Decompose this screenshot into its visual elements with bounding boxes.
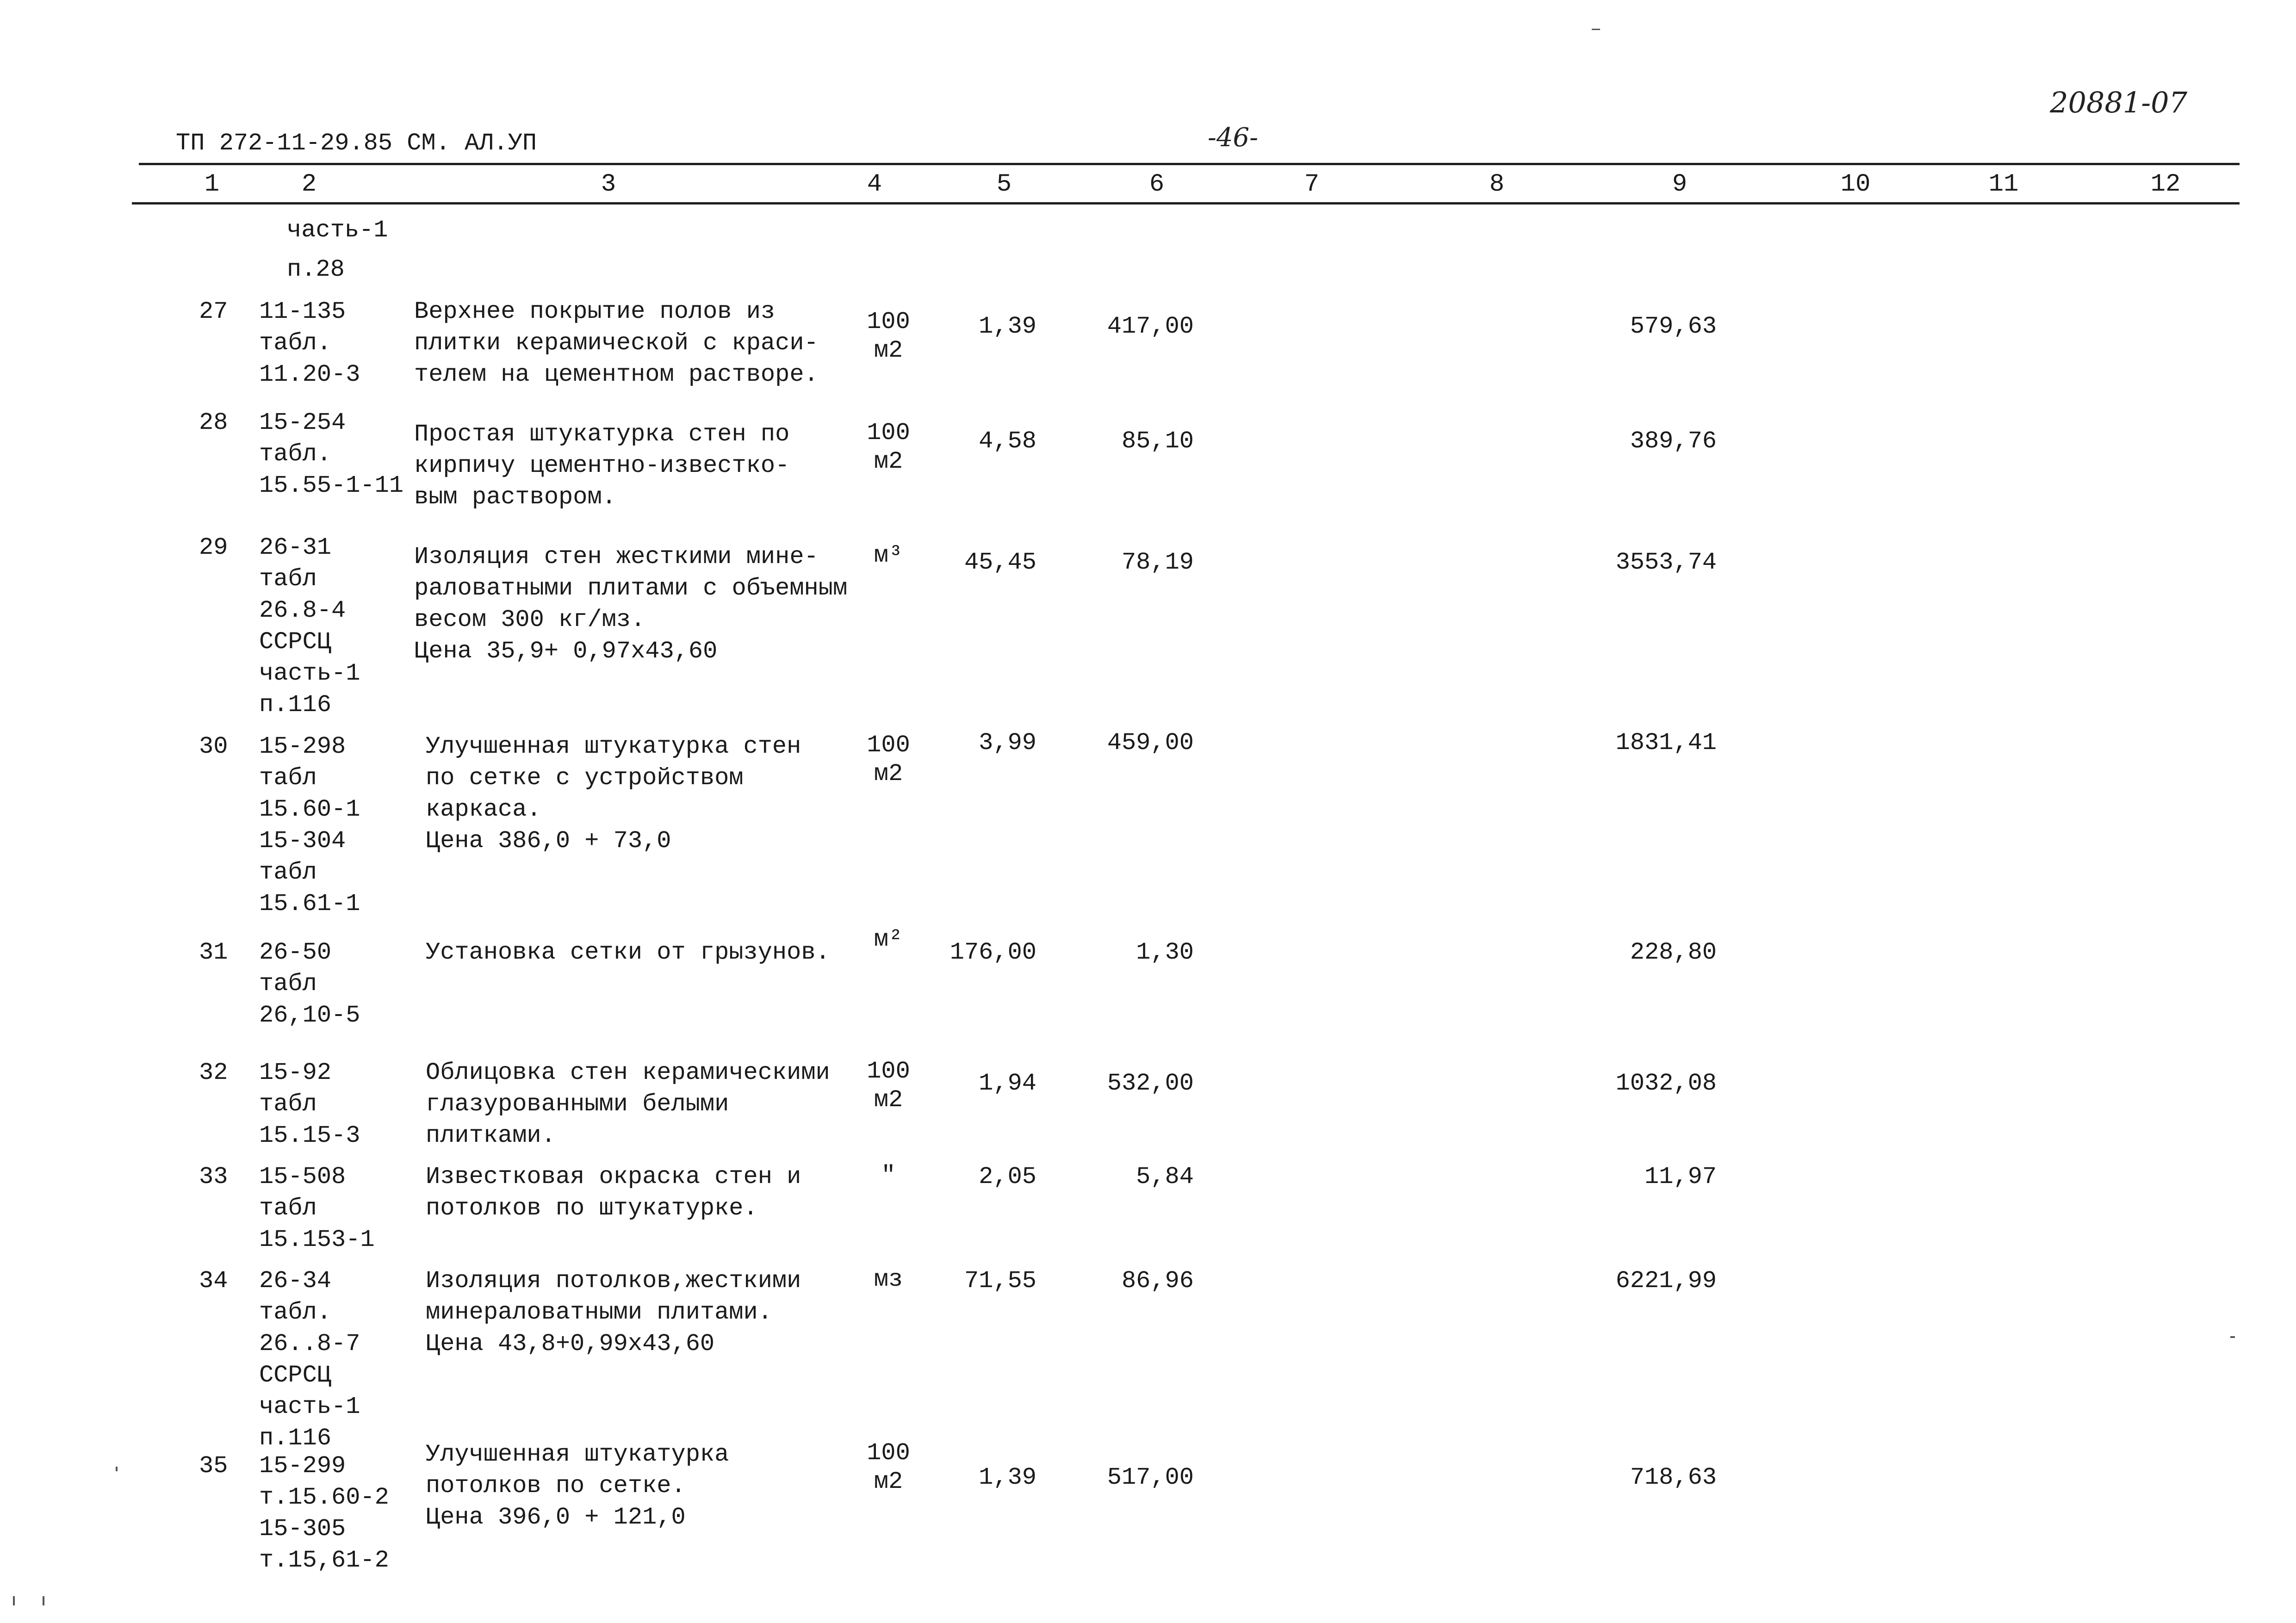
norm-code-line: 15.61-1	[259, 890, 360, 917]
scan-speck	[1592, 29, 1600, 30]
unit-line: м2	[874, 448, 903, 475]
unit	[861, 925, 916, 954]
unit-line: м²	[874, 926, 903, 953]
norm-code-line: табл	[259, 565, 317, 593]
header-bottom-rule	[132, 202, 2240, 204]
norm-code-line: 15-299	[259, 1452, 346, 1480]
norm-code-line: 26-50	[259, 939, 332, 966]
description-line: Облицовка стен керамическими	[426, 1059, 830, 1086]
norm-code	[259, 937, 360, 1031]
work-description	[426, 1161, 801, 1224]
unit-line: м2	[874, 760, 903, 787]
norm-code-line: т.15.60-2	[259, 1484, 389, 1511]
norm-code-line: табл	[259, 764, 317, 792]
column-number: 2	[301, 170, 317, 198]
total-cost: 6221,99	[1615, 1267, 1717, 1295]
unit	[861, 1057, 916, 1115]
row-number: 35	[199, 1452, 228, 1480]
norm-code-line: 15-92	[259, 1059, 332, 1086]
work-description	[426, 731, 801, 857]
norm-code-line: 15-298	[259, 733, 346, 760]
quantity: 1,94	[979, 1070, 1036, 1097]
scan-speck	[116, 1467, 118, 1471]
quantity: 2,05	[979, 1163, 1036, 1190]
unit-line: м2	[874, 337, 903, 364]
column-number: 1	[204, 170, 220, 198]
document-code: ТП 272-11-29.85 СМ. АЛ.УП	[176, 130, 537, 157]
column-number: 11	[1988, 170, 2019, 198]
unit	[861, 541, 916, 570]
description-line: минераловатными плитами.	[426, 1299, 772, 1326]
row-number: 34	[199, 1267, 228, 1295]
description-line: по сетке с устройством	[426, 764, 744, 792]
column-number: 6	[1149, 170, 1165, 198]
column-number: 5	[996, 170, 1012, 198]
description-line: потолков по сетке.	[426, 1472, 686, 1499]
row-number: 27	[199, 298, 228, 325]
description-line: весом 300 кг/мз.	[414, 606, 645, 633]
description-line: раловатными плитами с объемным	[414, 575, 848, 602]
unit-price: 85,10	[1121, 427, 1194, 455]
work-description	[414, 541, 847, 667]
norm-code-line: 26..8-7	[259, 1330, 360, 1357]
unit-line: 100	[867, 1058, 910, 1085]
unit	[861, 419, 916, 476]
unit-line: м2	[874, 1086, 903, 1114]
norm-code-line: 15.153-1	[259, 1226, 375, 1253]
norm-code-line: 26-31	[259, 534, 332, 561]
description-line: Улучшенная штукатурка стен	[426, 733, 801, 760]
description-line: Цена 386,0 + 73,0	[426, 827, 671, 855]
row-number: 28	[199, 409, 228, 436]
norm-code-line: 15-508	[259, 1163, 346, 1190]
norm-code-line: табл	[259, 1195, 317, 1222]
norm-code-line: ССРСЦ	[259, 628, 332, 656]
norm-code-line: табл.	[259, 440, 332, 468]
norm-code-line: 15.55-1-11	[259, 472, 404, 499]
description-line: плитки керамической с краси-	[414, 329, 819, 357]
unit-price: 5,84	[1136, 1163, 1194, 1190]
unit	[861, 308, 916, 365]
column-number: 3	[601, 170, 616, 198]
page-number: -46-	[1208, 123, 1259, 153]
norm-code-line: табл	[259, 859, 317, 886]
description-line: потолков по штукатурке.	[426, 1195, 758, 1222]
description-line: Улучшенная штукатурка	[426, 1441, 729, 1468]
row-number: 30	[199, 733, 228, 760]
row-number: 33	[199, 1163, 228, 1190]
archive-number: 20881-07	[2050, 86, 2188, 119]
norm-code	[259, 1057, 360, 1152]
unit	[861, 1265, 916, 1294]
description-line: Известковая окраска стен и	[426, 1163, 801, 1190]
norm-code-line: 26-34	[259, 1267, 332, 1295]
work-description	[426, 937, 830, 968]
unit-line: 100	[867, 419, 910, 446]
total-cost: 1032,08	[1615, 1070, 1717, 1097]
carryover-text	[287, 211, 388, 289]
column-number: 10	[1840, 170, 1871, 198]
norm-code	[259, 296, 360, 390]
column-number: 7	[1304, 170, 1320, 198]
scan-speck	[2230, 1336, 2235, 1338]
norm-code	[259, 1265, 360, 1454]
description-line: глазурованными белыми	[426, 1090, 729, 1118]
work-description	[426, 1439, 729, 1533]
norm-code-line: 15-305	[259, 1515, 346, 1542]
norm-code-line: табл.	[259, 329, 332, 357]
work-description	[414, 296, 819, 390]
unit-line: 100	[867, 1439, 910, 1467]
norm-code-line: 15-254	[259, 409, 346, 436]
total-cost: 1831,41	[1615, 729, 1717, 756]
total-cost: 11,97	[1644, 1163, 1717, 1190]
description-line: Цена 43,8+0,99х43,60	[426, 1330, 715, 1357]
description-line: плитками.	[426, 1122, 556, 1149]
total-cost: 3553,74	[1615, 549, 1717, 576]
quantity: 45,45	[964, 549, 1036, 576]
norm-code-line: 15.60-1	[259, 796, 360, 823]
norm-code-line: 26,10-5	[259, 1002, 360, 1029]
norm-code-line: п.116	[259, 1425, 332, 1452]
unit-line: 100	[867, 308, 910, 335]
unit-price: 78,19	[1121, 549, 1194, 576]
description-line: Установка сетки от грызунов.	[426, 939, 830, 966]
unit-price: 1,30	[1136, 939, 1194, 966]
description-line: Верхнее покрытие полов из	[414, 298, 776, 325]
total-cost: 389,76	[1630, 427, 1717, 455]
scan-speck	[13, 1596, 15, 1605]
total-cost: 718,63	[1630, 1464, 1717, 1491]
norm-code	[259, 407, 403, 502]
description-line: вым раствором.	[414, 483, 616, 511]
quantity: 71,55	[964, 1267, 1036, 1295]
total-cost: 579,63	[1630, 313, 1717, 340]
norm-code	[259, 731, 360, 920]
description-line: Цена 396,0 + 121,0	[426, 1504, 686, 1531]
work-description	[426, 1265, 801, 1360]
total-cost: 228,80	[1630, 939, 1717, 966]
norm-code-line: 11.20-3	[259, 361, 360, 388]
unit-price: 417,00	[1107, 313, 1194, 340]
norm-code-line: 11-135	[259, 298, 346, 325]
column-number: 9	[1672, 170, 1688, 198]
description-line: кирпичу цементно-известко-	[414, 452, 790, 479]
column-number: 12	[2150, 170, 2181, 198]
work-description	[426, 1057, 830, 1152]
norm-code-line: часть-1	[259, 660, 360, 687]
norm-code-line: 26.8-4	[259, 597, 346, 624]
unit-line: 100	[867, 731, 910, 759]
norm-code-line: табл	[259, 1090, 317, 1118]
row-number: 32	[199, 1059, 228, 1086]
header-top-rule	[139, 163, 2240, 165]
norm-code	[259, 532, 360, 721]
norm-code-line: табл	[259, 970, 317, 997]
row-number: 31	[199, 939, 228, 966]
quantity: 1,39	[979, 1464, 1036, 1491]
quantity: 3,99	[979, 729, 1036, 756]
norm-code-line: п.116	[259, 691, 332, 719]
work-description	[414, 419, 789, 513]
unit-price: 532,00	[1107, 1070, 1194, 1097]
description-line: каркаса.	[426, 796, 541, 823]
unit-price: 459,00	[1107, 729, 1194, 756]
unit-price: 86,96	[1121, 1267, 1194, 1295]
unit-line: мз	[874, 1266, 903, 1293]
row-number: 29	[199, 534, 228, 561]
unit-line: "	[881, 1162, 896, 1189]
description-line: Изоляция стен жесткими мине-	[414, 543, 819, 570]
column-number: 4	[867, 170, 882, 198]
unit	[861, 1439, 916, 1496]
norm-code-line: т.15,61-2	[259, 1547, 389, 1574]
norm-code-line: табл.	[259, 1299, 332, 1326]
description-line: Изоляция потолков,жесткими	[426, 1267, 801, 1295]
unit	[861, 1161, 916, 1190]
norm-code-line: 15-304	[259, 827, 346, 855]
description-line: телем на цементном растворе.	[414, 361, 819, 388]
norm-code-line: ССРСЦ	[259, 1362, 332, 1389]
norm-code	[259, 1161, 375, 1256]
unit	[861, 731, 916, 788]
quantity: 176,00	[949, 939, 1036, 966]
scan-speck	[43, 1596, 44, 1605]
norm-code-line: 15.15-3	[259, 1122, 360, 1149]
carryover-line: часть-1	[287, 217, 388, 244]
description-line: Простая штукатурка стен по	[414, 421, 790, 448]
unit-price: 517,00	[1107, 1464, 1194, 1491]
unit-line: м2	[874, 1468, 903, 1495]
unit-line: м³	[874, 542, 903, 569]
description-line: Цена 35,9+ 0,97х43,60	[414, 638, 718, 665]
carryover-line: п.28	[287, 256, 345, 283]
norm-code	[259, 1450, 389, 1576]
quantity: 4,58	[979, 427, 1036, 455]
norm-code-line: часть-1	[259, 1393, 360, 1420]
column-number: 8	[1489, 170, 1505, 198]
quantity: 1,39	[979, 313, 1036, 340]
